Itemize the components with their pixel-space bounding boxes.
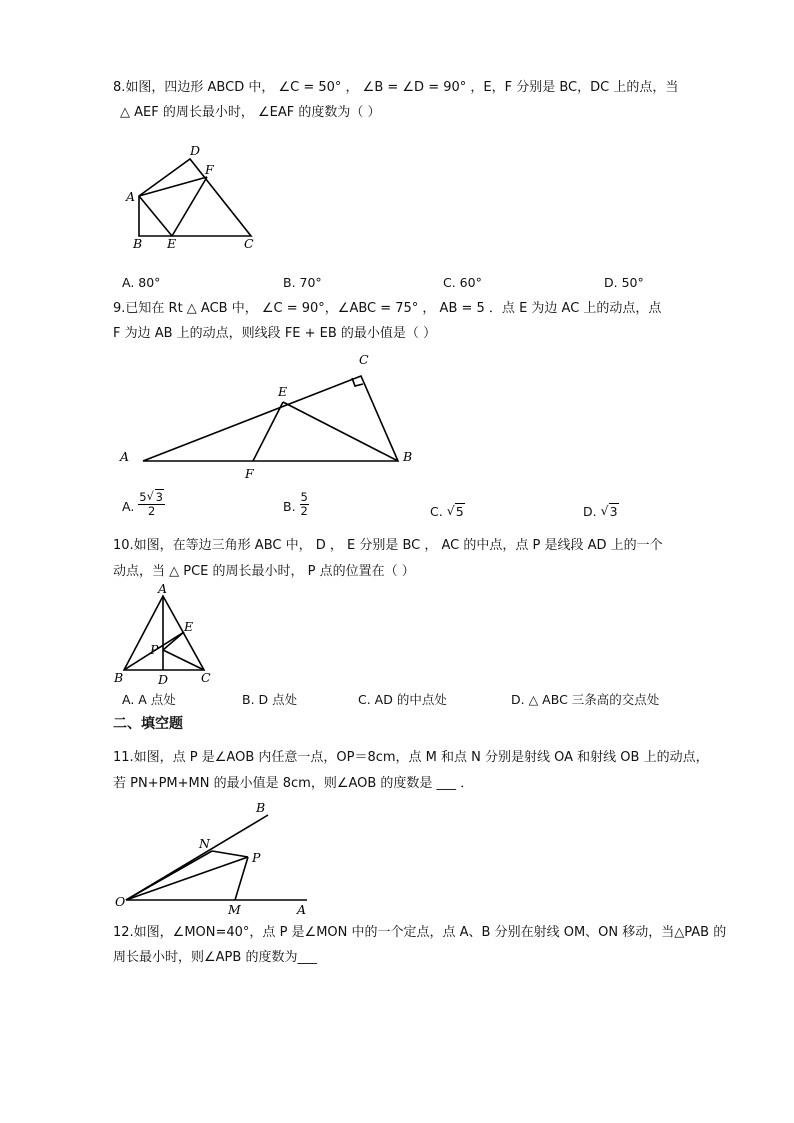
q8-label-b: B	[133, 236, 143, 251]
q8-text-line1: 8.如图，四边形 ABCD 中， ∠C = 50° ， ∠B = ∠D = 90° ，E，F 分别是 BC，DC 上的点，当	[113, 80, 679, 95]
q10-text-line1: 10.如图，在等边三角形 ABC 中， D ， E 分别是 BC ， AC 的中点，点 P 是线段 AD 上的一个	[113, 538, 663, 553]
q10-label-b: B	[114, 670, 124, 685]
q10-text-line2: 动点，当 △ PCE 的周长最小时， P 点的位置在（ ）	[113, 564, 415, 579]
q10-choice-c: C. AD 的中点处	[358, 692, 447, 707]
q11-text-line2: 若 PN+PM+MN 的最小值是 8cm，则∠AOB 的度数是 ___ ．	[113, 776, 474, 791]
q11-label-m: M	[228, 902, 241, 917]
q10-choice-d: D. △ ABC 三条高的交点处	[511, 692, 660, 707]
q8-label-d: D	[190, 143, 201, 158]
q9-choice-c: C. √ 5	[430, 503, 465, 521]
q9-choice-d: D. √ 3	[583, 503, 619, 521]
q8-label-e: E	[167, 236, 177, 251]
q12-text-line2: 周长最小时，则∠APB 的度数为___	[113, 950, 317, 965]
section-title-fill-in: 二、填空题	[113, 716, 183, 732]
q11-label-p: P	[252, 850, 261, 865]
q8-choice-c: C. 60°	[443, 275, 482, 290]
q11-label-n: N	[199, 836, 210, 851]
q10-choice-a: A. A 点处	[122, 692, 176, 707]
q9-label-f: F	[245, 466, 254, 481]
q11-label-o: O	[115, 894, 126, 909]
q11-text-line1: 11.如图，点 P 是∠AOB 内任意一点，OP＝8cm，点 M 和点 N 分别是射线 OA 和射线 OB 上的动点，	[113, 750, 709, 765]
q9-label-c: C	[359, 352, 369, 367]
q10-label-d: D	[158, 672, 169, 687]
q11-label-a: A	[297, 902, 307, 917]
q8-label-a: A	[126, 189, 136, 204]
q9-choice-b: B. $\frac{5}{2}$	[283, 490, 308, 518]
q11-label-b: B	[256, 800, 266, 815]
q11-segment-nm-part	[126, 851, 212, 900]
q11-segment-np	[212, 851, 248, 857]
q12-text-line1: 12.如图，∠MON=40°，点 P 是∠MON 中的一个定点，点 A、B 分别在射线 OM、ON 移动，当△PAB 的	[113, 925, 727, 940]
q9-text-line2: F 为边 AB 上的动点，则线段 FE + EB 的最小值是（ ）	[113, 326, 437, 341]
q10-choice-b: B. D 点处	[242, 692, 298, 707]
q8-choice-d: D. 50°	[604, 275, 644, 290]
q9-label-b: B	[403, 449, 413, 464]
q8-choice-a: A. 80°	[122, 275, 161, 290]
q10-label-c: C	[201, 670, 211, 685]
q9-choice-a: A. $\frac{5√ 3}{2}$	[122, 497, 165, 518]
q11-segment-pm	[235, 857, 248, 900]
q9-label-e: E	[278, 384, 288, 399]
q9-text-line1: 9.已知在 Rt △ ACB 中， ∠C = 90°，∠ABC = 75° ， AB = 5 ．点 E 为边 AC 上的动点，点	[113, 301, 662, 316]
q8-label-c: C	[244, 236, 254, 251]
q8-choice-b: B. 70°	[283, 275, 322, 290]
q8-label-f: F	[205, 162, 214, 177]
q9-label-a: A	[120, 449, 130, 464]
q10-label-a: A	[158, 581, 168, 596]
q8-text-line2: △ AEF 的周长最小时， ∠EAF 的度数为（ ）	[120, 105, 381, 120]
q10-label-p: P	[150, 642, 159, 657]
q10-label-e: E	[184, 619, 194, 634]
